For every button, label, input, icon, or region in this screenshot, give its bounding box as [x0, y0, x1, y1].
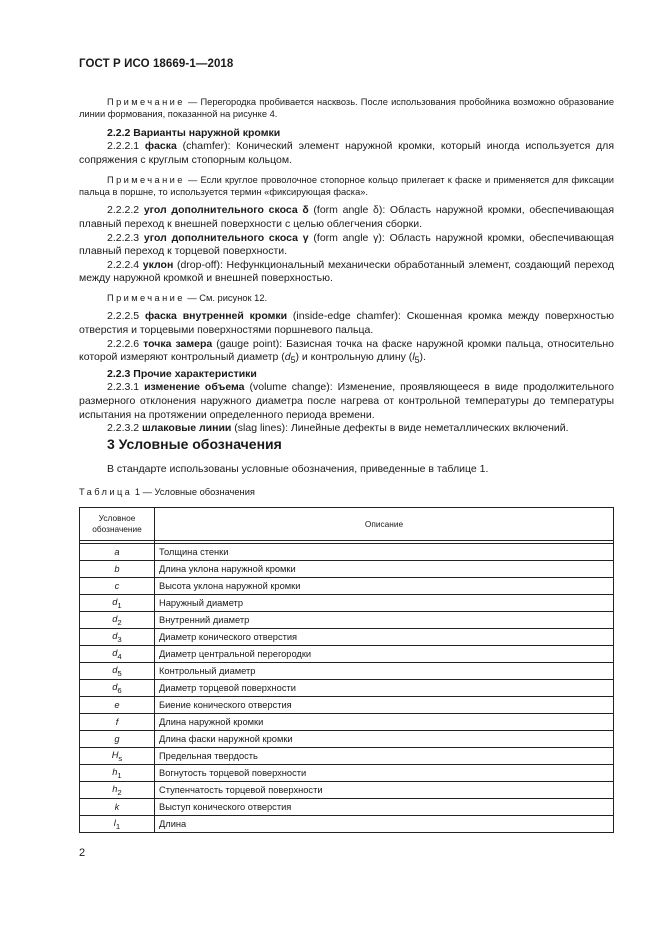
clause-text-mid: ) и контрольную длину ( — [295, 351, 413, 364]
symbol-cell — [80, 561, 155, 578]
symbol-letter: f — [115, 717, 119, 727]
description-cell: Диаметр торцевой поверхности — [155, 680, 614, 697]
symbol-letter: b — [114, 564, 120, 574]
note-text: — Перегородка пробивается насквозь. После использования пробойника возможно образование линии формования, показанной на рисунке 4. — [79, 97, 614, 120]
description-cell: Высота уклона наружной кромки — [155, 578, 614, 595]
table-row — [80, 612, 614, 629]
column-header-symbol: Условное обозначение — [80, 508, 155, 541]
symbol-letter: k — [114, 802, 120, 812]
clause-number: 2.2.2.5 — [107, 310, 145, 323]
symbol-subscript: 5 — [290, 355, 296, 366]
symbol-cell — [80, 595, 155, 612]
table-row — [80, 578, 614, 595]
note-label: Примечание — [107, 97, 185, 107]
symbol-cell — [80, 646, 155, 663]
symbol-subscript: s — [118, 753, 123, 763]
clause-term: угол дополнительного скоса γ — [143, 231, 309, 244]
clause-term: точка замера — [143, 337, 213, 350]
symbol-letter: c — [114, 581, 120, 591]
clause-2221 — [79, 140, 614, 167]
symbol-subscript: 4 — [117, 651, 122, 661]
description-cell: Диаметр конического отверстия — [155, 629, 614, 646]
clause-number: 2.2.2.6 — [107, 337, 144, 350]
symbol-cell — [80, 748, 155, 765]
clause-number: 2.2.3.2 — [107, 422, 143, 435]
table-row — [80, 748, 614, 765]
description-cell: Толщина стенки — [155, 544, 614, 561]
clause-term: угол дополнительного скоса δ — [143, 204, 309, 217]
clause-text: (slag lines): Линейные дефекты в виде неметаллических включений. — [231, 422, 569, 435]
table-caption-label: Таблица — [79, 487, 133, 497]
table-row — [80, 561, 614, 578]
table-row — [80, 731, 614, 748]
clause-text-end: ). — [419, 351, 426, 364]
symbol-cell — [80, 680, 155, 697]
clause-text: (inside-edge chamfer): Скошенная кромка между поверхностью отверстия и торцевыми поверхностями поршневого пальца. — [79, 310, 615, 336]
symbol-subscript: 1 — [115, 821, 121, 831]
symbol-cell — [80, 697, 155, 714]
symbols-table — [79, 507, 614, 833]
clause-number: 2.2.2.2 — [107, 204, 144, 217]
symbol-cell — [80, 629, 155, 646]
table-row — [80, 697, 614, 714]
column-header-description: Описание — [155, 508, 614, 541]
description-cell: Длина наружной кромки — [155, 714, 614, 731]
clause-number: 2.2.2.3 — [107, 231, 144, 244]
symbol-cell — [80, 663, 155, 680]
symbol-cell — [80, 816, 155, 833]
clause-text: (drop-off): Нефункциональный механически обработанный элемент, создающий переход между наружной кромкой и внешней поверхностью. — [79, 258, 614, 285]
symbol-letter: g — [114, 734, 120, 744]
table-caption — [79, 487, 255, 497]
clause-term: шлаковые линии — [142, 422, 232, 435]
subsection-heading-223: 2.2.3 Прочие характеристики — [107, 367, 257, 380]
description-cell: Выступ конического отверстия — [155, 799, 614, 816]
table-row — [80, 816, 614, 833]
note-text: — См. рисунок 12. — [184, 292, 268, 303]
clause-2226 — [79, 338, 614, 368]
section-3-title: 3 Условные обозначения — [107, 436, 282, 452]
symbol-subscript: 3 — [117, 634, 122, 644]
clause-number: 2.2.2.1 — [107, 140, 145, 153]
symbol-subscript: 5 — [117, 668, 122, 678]
symbol-letter: d — [112, 647, 118, 658]
symbol-cell — [80, 544, 155, 561]
description-cell: Длина — [155, 816, 614, 833]
clause-term: уклон — [142, 258, 174, 271]
clause-2231 — [79, 381, 614, 422]
symbol-letter: d — [112, 630, 118, 641]
symbol-letter: d — [112, 664, 118, 675]
note-2 — [79, 174, 614, 199]
description-cell: Длина фаски наружной кромки — [155, 731, 614, 748]
symbol-d: d — [284, 351, 291, 364]
symbol-subscript: 6 — [117, 685, 122, 695]
note-label: Примечание — [107, 174, 185, 185]
clause-text: (chamfer): Конический элемент наружной кромки, который иногда используется для сопряжения с круглым стопорным кольцом. — [79, 140, 614, 166]
description-cell: Длина уклона наружной кромки — [155, 561, 614, 578]
description-cell: Наружный диаметр — [155, 595, 614, 612]
clause-2224 — [79, 259, 614, 286]
symbol-letter: e — [114, 700, 120, 710]
symbol-subscript: 1 — [117, 600, 122, 610]
table-row — [80, 629, 614, 646]
description-cell: Вогнутость торцевой поверхности — [155, 765, 614, 782]
symbol-cell — [80, 612, 155, 629]
page-number: 2 — [79, 847, 86, 859]
table-row — [80, 782, 614, 799]
symbol-subscript: 1 — [117, 770, 122, 780]
symbol-cell — [80, 714, 155, 731]
description-cell: Предельная твердость — [155, 748, 614, 765]
document-body — [79, 96, 614, 436]
table-row — [80, 595, 614, 612]
table-row — [80, 544, 614, 561]
table-row — [80, 646, 614, 663]
table-row — [80, 680, 614, 697]
table-caption-text: 1 — Условные обозначения — [132, 487, 255, 497]
symbol-letter: d — [112, 596, 118, 607]
description-cell: Биение конического отверстия — [155, 697, 614, 714]
symbol-letter: d — [112, 613, 118, 624]
symbol-subscript: 2 — [117, 617, 122, 627]
symbol-cell — [80, 765, 155, 782]
note-label: Примечание — [107, 292, 185, 303]
symbol-letter: d — [112, 681, 118, 692]
note-3 — [79, 292, 614, 304]
table-row — [80, 765, 614, 782]
table-row — [80, 714, 614, 731]
symbol-letter: l — [113, 817, 116, 828]
clause-text: (gauge point): Базисная точка на фаске наружной кромки пальца, относительно которой измеряют контрольный диаметр ( — [79, 337, 614, 364]
note-text: — Если круглое проволочное стопорное кольцо прилегает к фаске и применяется для фиксации пальца в поршне, то используется термин «фиксирующая фаска». — [79, 174, 614, 197]
symbol-cell — [80, 578, 155, 595]
clause-text: (form angle γ): Область наружной кромки, обеспечивающая плавный переход к торцевой поверхности. — [79, 231, 614, 258]
clause-2222 — [79, 204, 614, 231]
description-cell: Контрольный диаметр — [155, 663, 614, 680]
symbol-subscript: 2 — [117, 787, 122, 797]
subsection-heading-222: 2.2.2 Варианты наружной кромки — [107, 126, 281, 139]
clause-2232 — [79, 422, 614, 436]
clause-text: (form angle δ): Область наружной кромки, обеспечивающая плавный переход к внешней поверхности с целью облегчения сборки. — [79, 204, 615, 230]
table-header-row — [80, 508, 614, 541]
document-header: ГОСТ Р ИСО 18669-1—2018 — [79, 58, 234, 70]
symbol-letter: h — [112, 766, 118, 777]
description-cell: Ступенчатость торцевой поверхности — [155, 782, 614, 799]
symbol-letter: H — [111, 749, 119, 760]
clause-2223 — [79, 232, 614, 259]
note-1 — [79, 96, 614, 121]
clause-2225 — [79, 310, 614, 337]
clause-term: фаска — [144, 140, 177, 153]
symbol-l: l — [412, 351, 415, 364]
table-row — [80, 663, 614, 680]
clause-term: изменение объема — [144, 381, 245, 394]
section-3-intro: В стандарте использованы условные обозначения, приведенные в таблице 1. — [107, 463, 489, 475]
description-cell: Диаметр центральной перегородки — [155, 646, 614, 663]
symbol-cell — [80, 782, 155, 799]
symbol-cell — [80, 799, 155, 816]
symbol-letter: a — [114, 547, 120, 557]
clause-number: 2.2.2.4 — [107, 258, 143, 271]
symbol-cell — [80, 731, 155, 748]
clause-number: 2.2.3.1 — [107, 381, 145, 394]
description-cell: Внутренний диаметр — [155, 612, 614, 629]
table-row — [80, 799, 614, 816]
clause-text: (volume change): Изменение, проявляющееся в виде продолжительного размерного отклонения наружного диаметра после нагрева от контрольной температуры до температуры испытания на протяжении определенного периода времени. — [79, 381, 614, 421]
symbol-subscript: 5 — [414, 355, 420, 366]
symbol-letter: h — [112, 783, 118, 794]
clause-term: фаска внутренней кромки — [144, 310, 288, 323]
